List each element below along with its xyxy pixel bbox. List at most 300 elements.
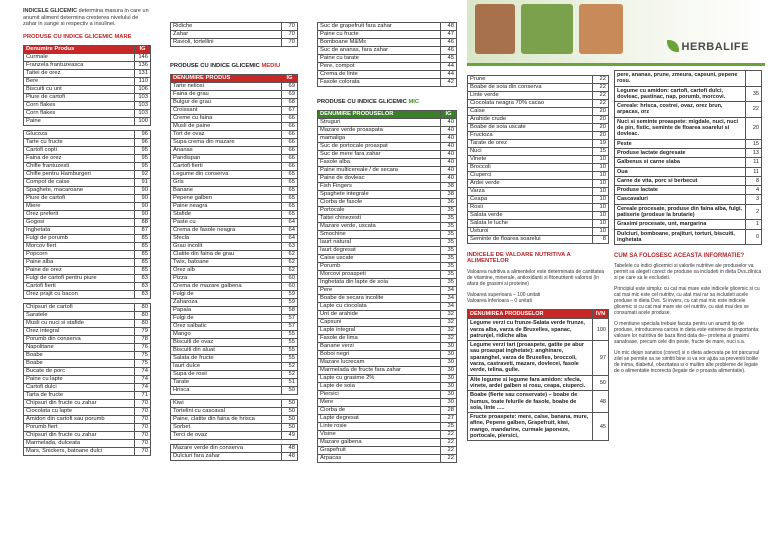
product-name: Inghetata din lapte de soia xyxy=(318,279,441,287)
product-name: Mazare galbena xyxy=(318,439,441,447)
product-name: Ciocolata neagra 70% cacao xyxy=(468,100,593,108)
table-row xyxy=(24,178,151,186)
product-name: Porumb din conserva xyxy=(24,335,135,343)
product-name: Paine cu tarate xyxy=(318,55,441,63)
product-value: 58 xyxy=(282,307,298,315)
nutritive-col2: IVN xyxy=(593,310,609,319)
col4-table xyxy=(467,75,609,244)
product-value: 30 xyxy=(441,375,457,383)
product-value: 34 xyxy=(441,295,457,303)
table-row xyxy=(318,79,457,87)
table-row xyxy=(24,234,151,242)
product-value: 65 xyxy=(282,187,298,195)
product-value: 22 xyxy=(441,447,457,455)
table-row xyxy=(318,447,457,455)
high-col2: IG xyxy=(135,45,151,53)
product-name: Paine neagra xyxy=(171,203,282,211)
product-name: mamaliga xyxy=(318,135,441,143)
product-name: Supa crema din mazare xyxy=(171,139,282,147)
product-name: Lapte degresat xyxy=(318,415,441,423)
table-row xyxy=(171,400,298,408)
product-name: Paine de dovleac xyxy=(318,175,441,183)
product-name: Caise uscate xyxy=(318,255,441,263)
high-heading xyxy=(23,34,151,40)
product-value: 10 xyxy=(593,164,609,172)
column-high-gi xyxy=(23,8,151,456)
table-row xyxy=(318,439,457,447)
paragraph-1: Tabelele cu indici glicemici si valorile nutritive ale produselor va permit sa alegeti corect de produse sa includeti in dieta Dvs.zilnica si pe care sa le excludeti. xyxy=(614,263,762,282)
intro-title: INDICELE GLICEMIC xyxy=(23,8,78,14)
table-row xyxy=(171,331,298,339)
product-name: Paine cu lapte xyxy=(24,375,135,383)
product-name: Faina de grau xyxy=(171,91,282,99)
table-row xyxy=(171,139,298,147)
product-name: Marmelada, dulceata xyxy=(24,439,135,447)
product-value: 55 xyxy=(282,347,298,355)
table-row xyxy=(318,383,457,391)
table-row xyxy=(24,274,151,282)
product-value: 90 xyxy=(135,202,151,210)
product-value: 70 xyxy=(135,439,151,447)
product-name: Salata verde xyxy=(468,212,593,220)
product-value: 78 xyxy=(135,335,151,343)
product-value: 76 xyxy=(135,343,151,351)
table-row xyxy=(24,138,151,146)
product-value: 52 xyxy=(282,363,298,371)
product-value: 64 xyxy=(282,227,298,235)
product-name: Tarate de orez xyxy=(468,140,593,148)
product-name: Boabe xyxy=(24,351,135,359)
product-value: 70 xyxy=(135,399,151,407)
product-value: 66 xyxy=(282,163,298,171)
product-name: Chifle frantuzesti xyxy=(24,162,135,170)
product-value: 79 xyxy=(135,327,151,335)
product-name: Compot de caise xyxy=(24,178,135,186)
medium-gi-table-3 xyxy=(170,444,298,461)
product-value: 65 xyxy=(282,179,298,187)
product-value: 70 xyxy=(135,447,151,455)
cum-heading: CUM SA FOLOSESC ACEASTA INFORMATIE? xyxy=(614,253,745,260)
table-row xyxy=(171,453,298,461)
product-value: 55 xyxy=(282,331,298,339)
table-row xyxy=(171,283,298,291)
table-row xyxy=(318,375,457,383)
product-name: Ciuperci xyxy=(468,172,593,180)
product-name: Linte verde xyxy=(468,92,593,100)
product-name: Zaharoza xyxy=(171,299,282,307)
product-value: 85 xyxy=(135,234,151,242)
product-value: 40 xyxy=(441,167,457,175)
table-row xyxy=(615,86,762,102)
product-name: Fasole de lima xyxy=(318,335,441,343)
product-name: Paste cu xyxy=(171,219,282,227)
medium-heading-prefix: PRODUSE CU INDICE GLICEMIC xyxy=(170,63,262,69)
table-row xyxy=(468,76,609,84)
product-value: 50 xyxy=(282,408,298,416)
product-value: 30 xyxy=(441,359,457,367)
table-row xyxy=(318,199,457,207)
table-row xyxy=(171,291,298,299)
table-row xyxy=(468,140,609,148)
product-value: 20 xyxy=(593,132,609,140)
product-value: 60 xyxy=(282,283,298,291)
table-row xyxy=(468,413,609,441)
nutritive-table-continued xyxy=(614,70,762,245)
product-value: 4 xyxy=(746,186,762,195)
table-row xyxy=(468,375,609,391)
table-row xyxy=(615,148,762,157)
product-value: 70 xyxy=(135,407,151,415)
table-row xyxy=(171,355,298,363)
product-name: Biscuiti cu unt xyxy=(24,85,135,93)
product-value: 67 xyxy=(282,107,298,115)
table-row xyxy=(171,251,298,259)
product-value: 10 xyxy=(593,156,609,164)
table-row xyxy=(318,327,457,335)
product-value: 48 xyxy=(593,391,609,413)
product-value: 35 xyxy=(441,263,457,271)
product-name: Tort de ovaz xyxy=(171,131,282,139)
table-row xyxy=(24,69,151,77)
product-name: Dulciuri, bomboane, prajituri, torturi, biscuiti, inghetata xyxy=(615,229,746,245)
table-row xyxy=(318,431,457,439)
table-row xyxy=(24,399,151,407)
table-row xyxy=(171,445,298,453)
product-value: 22 xyxy=(593,92,609,100)
table-row xyxy=(318,311,457,319)
product-value: 40 xyxy=(441,119,457,127)
product-value: 46 xyxy=(441,47,457,55)
table-row xyxy=(318,23,457,31)
product-name: Gogosi xyxy=(24,218,135,226)
table-row xyxy=(24,162,151,170)
product-value: 8 xyxy=(593,236,609,244)
table-row xyxy=(318,39,457,47)
table-row xyxy=(318,231,457,239)
product-value: 66 xyxy=(282,123,298,131)
table-row xyxy=(468,319,609,341)
product-value: 90 xyxy=(135,210,151,218)
table-row xyxy=(318,335,457,343)
product-name: Lapte de soia xyxy=(318,383,441,391)
table-row xyxy=(468,132,609,140)
table-row xyxy=(171,31,298,39)
product-value: 85 xyxy=(135,242,151,250)
table-row xyxy=(615,195,762,204)
column-low-gi-continued xyxy=(467,75,609,441)
product-value: 34 xyxy=(441,303,457,311)
product-name: Hrisca xyxy=(171,387,282,395)
table-row xyxy=(24,250,151,258)
product-value: 50 xyxy=(282,424,298,432)
product-value: 44 xyxy=(441,63,457,71)
product-name: Oua xyxy=(615,167,746,176)
product-value: 103 xyxy=(135,109,151,117)
product-value: 27 xyxy=(441,415,457,423)
table-row xyxy=(24,282,151,290)
product-name: Taitei de orez xyxy=(24,69,135,77)
product-name: Supa de rosii xyxy=(171,371,282,379)
product-name: Pere, compot xyxy=(318,63,441,71)
product-name: Cereale: hrisca, costrei, ovaz, orez brun, arpacas, orz xyxy=(615,102,746,118)
product-name: Terci de ovaz xyxy=(171,432,282,440)
product-value: 34 xyxy=(441,287,457,295)
product-value: 85 xyxy=(135,258,151,266)
product-name: Iaurt dulce xyxy=(171,363,282,371)
table-row xyxy=(24,447,151,455)
product-value: 47 xyxy=(441,31,457,39)
table-row xyxy=(318,295,457,303)
column-nutritive-continued xyxy=(614,70,762,379)
product-value: 11 xyxy=(746,158,762,167)
product-value: 35 xyxy=(441,223,457,231)
product-name: Legume verzi tari (proaspete, gatite pe abur sau proaspat inghetate): anghinare, sparanghel, varza de Bruxelles, broccoli, varza, castraveti, mazare, dovlecei, fasole verde, telina, gulie. xyxy=(468,341,593,375)
product-name: Piure de cartofi xyxy=(24,194,135,202)
table-row xyxy=(171,323,298,331)
product-value: 91 xyxy=(135,178,151,186)
table-row xyxy=(318,119,457,127)
product-name: Gris xyxy=(171,179,282,187)
table-row xyxy=(468,84,609,92)
high-col1: Denumire Produs xyxy=(24,45,135,53)
table-row xyxy=(24,266,151,274)
product-name: Miere xyxy=(24,202,135,210)
col3-top-table xyxy=(317,22,457,87)
nutritive-table xyxy=(467,309,609,441)
table-row xyxy=(468,212,609,220)
product-value: 10 xyxy=(593,228,609,236)
table-row xyxy=(468,164,609,172)
product-value: 55 xyxy=(282,339,298,347)
table-row xyxy=(318,255,457,263)
product-value: 70 xyxy=(282,39,298,47)
product-value: 30 xyxy=(441,367,457,375)
product-value: 22 xyxy=(441,439,457,447)
product-name: Mazare verde din conserva xyxy=(171,445,282,453)
product-value: 85 xyxy=(135,266,151,274)
product-name: Paine cu fructe xyxy=(318,31,441,39)
table-row xyxy=(615,102,762,118)
table-row xyxy=(24,242,151,250)
product-value: 40 xyxy=(441,175,457,183)
product-name: Nuci xyxy=(468,148,593,156)
product-value: 22 xyxy=(593,100,609,108)
product-name: Boabe de secara incolite xyxy=(318,295,441,303)
product-name: Clatite din faina de grau xyxy=(171,251,282,259)
product-value: 35 xyxy=(441,247,457,255)
product-name: Franzela frantuzeasca xyxy=(24,61,135,69)
product-value: 96 xyxy=(135,130,151,138)
product-value: 87 xyxy=(135,226,151,234)
table-row xyxy=(24,367,151,375)
table-row xyxy=(24,226,151,234)
table-row xyxy=(171,171,298,179)
product-value: 97 xyxy=(593,341,609,375)
product-value: 20 xyxy=(593,124,609,132)
product-name: Napolitane xyxy=(24,343,135,351)
intro xyxy=(23,8,151,28)
table-row xyxy=(24,218,151,226)
product-value: 62 xyxy=(282,267,298,275)
table-row xyxy=(318,31,457,39)
product-value: 35 xyxy=(441,207,457,215)
product-name: Morcovi proaspeti xyxy=(318,271,441,279)
product-name: Paine xyxy=(24,117,135,125)
table-row xyxy=(24,85,151,93)
table-row xyxy=(318,215,457,223)
product-value: 30 xyxy=(441,351,457,359)
table-row xyxy=(318,207,457,215)
product-name: Caise xyxy=(468,108,593,116)
product-name: Cartofi fierti xyxy=(24,282,135,290)
table-row xyxy=(24,258,151,266)
product-value: 65 xyxy=(282,203,298,211)
table-row xyxy=(171,408,298,416)
product-value: 0 xyxy=(746,229,762,245)
product-value: 51 xyxy=(282,379,298,387)
product-name: Pizza xyxy=(171,275,282,283)
product-name: Suc de ananas, fara zahar xyxy=(318,47,441,55)
product-name: Arpacas xyxy=(318,455,441,463)
product-name: Papaia xyxy=(171,307,282,315)
top-mid-table xyxy=(170,22,298,47)
table-row xyxy=(171,339,298,347)
product-value: 22 xyxy=(593,84,609,92)
product-name: Twix, batoane xyxy=(171,259,282,267)
product-value: 10 xyxy=(593,204,609,212)
product-name: Fulgi de xyxy=(171,291,282,299)
table-row xyxy=(615,176,762,185)
table-row xyxy=(171,371,298,379)
product-name: Varza xyxy=(468,188,593,196)
table-row xyxy=(171,23,298,31)
product-name: Taitei chinezesti xyxy=(318,215,441,223)
product-name: Ridiche xyxy=(171,23,282,31)
table-row xyxy=(615,186,762,195)
product-name: Bucate de porc xyxy=(24,367,135,375)
table-row xyxy=(24,61,151,69)
table-row xyxy=(468,124,609,132)
table-row xyxy=(171,203,298,211)
table-row xyxy=(468,116,609,124)
table-row xyxy=(318,175,457,183)
table-row xyxy=(318,343,457,351)
table-row xyxy=(318,303,457,311)
product-value: 103 xyxy=(135,93,151,101)
product-value: 48 xyxy=(441,23,457,31)
product-name: Linte rosie xyxy=(318,423,441,431)
product-name: Amidon din cartofi sau porumb xyxy=(24,415,135,423)
low-heading-level: MIC xyxy=(408,99,420,105)
table-row xyxy=(318,271,457,279)
table-row xyxy=(24,359,151,367)
table-row xyxy=(171,195,298,203)
product-value: 100 xyxy=(593,319,609,341)
product-name: Ceapa xyxy=(468,196,593,204)
table-row xyxy=(318,151,457,159)
product-name: Lapte cu grasime 2% xyxy=(318,375,441,383)
product-value: 32 xyxy=(441,311,457,319)
product-value: 96 xyxy=(135,138,151,146)
high-gi-table-3 xyxy=(23,303,151,456)
product-name: Suc de portocale proaspat xyxy=(318,143,441,151)
product-value: 40 xyxy=(441,143,457,151)
product-name: Corn flakes xyxy=(24,109,135,117)
table-row xyxy=(24,415,151,423)
product-value: 68 xyxy=(282,99,298,107)
product-value: 57 xyxy=(282,315,298,323)
table-row xyxy=(171,259,298,267)
low-col2: IG xyxy=(441,111,457,119)
product-name: Bulgur de grau xyxy=(171,99,282,107)
product-name: Grasimi procesate, unt, margarina xyxy=(615,220,746,229)
table-row xyxy=(318,455,457,463)
table-row xyxy=(24,335,151,343)
table-row xyxy=(171,147,298,155)
product-name: Alte legume si legume fara amidon: sfecla, vinete, ardei galben si rosu, ceapa, ciuperci. xyxy=(468,375,593,391)
product-value: 65 xyxy=(282,211,298,219)
table-row xyxy=(318,47,457,55)
product-name: Tortelini cu cascaval xyxy=(171,408,282,416)
product-name: Glucoza xyxy=(24,130,135,138)
product-name: Cartofi dulci xyxy=(24,383,135,391)
table-row xyxy=(318,279,457,287)
table-row xyxy=(171,187,298,195)
product-name: Grau incolit xyxy=(171,243,282,251)
table-row xyxy=(468,180,609,188)
table-row xyxy=(24,423,151,431)
product-value: 70 xyxy=(135,415,151,423)
product-value: 22 xyxy=(441,431,457,439)
product-name: Ciorba de xyxy=(318,407,441,415)
product-value: 50 xyxy=(282,387,298,395)
table-row xyxy=(318,287,457,295)
table-row xyxy=(171,91,298,99)
product-value: 83 xyxy=(135,290,151,298)
paragraph-2: Principiul este simplu: cu cat mai mare este indicele glicemic si cu cat mai mic este cel nutritiv, cu atat mai rar sa includeti acele produse in dieta Dvs. Si invers, cu cat mai mic este indicele glicemic si cu cat mai mare ste cel nutritiv, cu atat mai des se consumati acele produse. xyxy=(614,286,760,317)
table-row xyxy=(318,191,457,199)
product-name: Faina de orez xyxy=(24,154,135,162)
medium-col2: IG xyxy=(282,75,298,83)
table-row xyxy=(171,315,298,323)
table-row xyxy=(318,247,457,255)
product-name: Cartofi fierti xyxy=(171,163,282,171)
product-name: Porumb xyxy=(318,263,441,271)
table-row xyxy=(615,220,762,229)
product-value: 15 xyxy=(593,148,609,156)
table-row xyxy=(318,239,457,247)
product-name: Marmelada de fructe fara zahar xyxy=(318,367,441,375)
product-value: 136 xyxy=(135,61,151,69)
table-row xyxy=(468,228,609,236)
table-row xyxy=(468,148,609,156)
product-value: 40 xyxy=(441,151,457,159)
product-name: Cereale procesate, produse din faina alba, fulgi, patiserie (prodsue la brutarie) xyxy=(615,204,746,220)
product-value: 80 xyxy=(135,311,151,319)
table-row xyxy=(318,351,457,359)
high-gi-table-2 xyxy=(23,130,151,299)
table-row xyxy=(615,139,762,148)
low-heading xyxy=(317,99,457,105)
product-name: Produse lactate xyxy=(615,186,746,195)
product-name: Fasole colorata xyxy=(318,79,441,87)
product-value: 22 xyxy=(746,102,762,118)
table-row xyxy=(318,399,457,407)
product-value: 20 xyxy=(593,108,609,116)
low-gi-table xyxy=(317,110,457,463)
product-name: Usturoi xyxy=(468,228,593,236)
table-row xyxy=(171,163,298,171)
